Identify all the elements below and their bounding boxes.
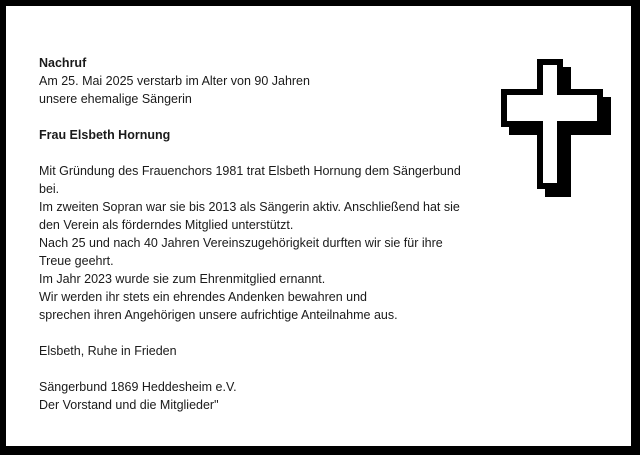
signature-line: Sängerbund 1869 Heddesheim e.V. [39, 380, 237, 394]
body-line: Im zweiten Sopran war sie bis 2013 als Sängerin aktiv. Anschließend hat sie [39, 200, 460, 214]
paragraph-gap [39, 324, 479, 342]
obituary-card [6, 6, 631, 446]
obituary-heading: Nachruf [39, 56, 87, 70]
cross-icon [501, 59, 616, 199]
paragraph-gap [39, 360, 479, 378]
signature-line: Der Vorstand und die Mitglieder" [39, 398, 219, 412]
body-line: bei. [39, 182, 60, 196]
body-line: Im Jahr 2023 wurde sie zum Ehrenmitglied ernannt. [39, 272, 326, 286]
intro-line: Am 25. Mai 2025 verstarb im Alter von 90 Jahren [39, 74, 310, 88]
body-line: sprechen ihren Angehörigen unsere aufrichtige Anteilnahme aus. [39, 308, 398, 322]
body-line: Wir werden ihr stets ein ehrendes Andenken bewahren und [39, 290, 367, 304]
intro-line: unsere ehemalige Sängerin [39, 92, 192, 106]
paragraph-gap [39, 144, 479, 162]
obituary-text [39, 54, 479, 414]
farewell-line: Elsbeth, Ruhe in Frieden [39, 344, 177, 358]
deceased-name: Frau Elsbeth Hornung [39, 128, 171, 142]
body-line: Mit Gründung des Frauenchors 1981 trat Elsbeth Hornung dem Sängerbund [39, 164, 461, 178]
body-line: den Verein als förderndes Mitglied unterstützt. [39, 218, 294, 232]
body-line: Treue geehrt. [39, 254, 114, 268]
paragraph-gap [39, 108, 479, 126]
body-line: Nach 25 und nach 40 Jahren Vereinszugehörigkeit durften wir sie für ihre [39, 236, 443, 250]
